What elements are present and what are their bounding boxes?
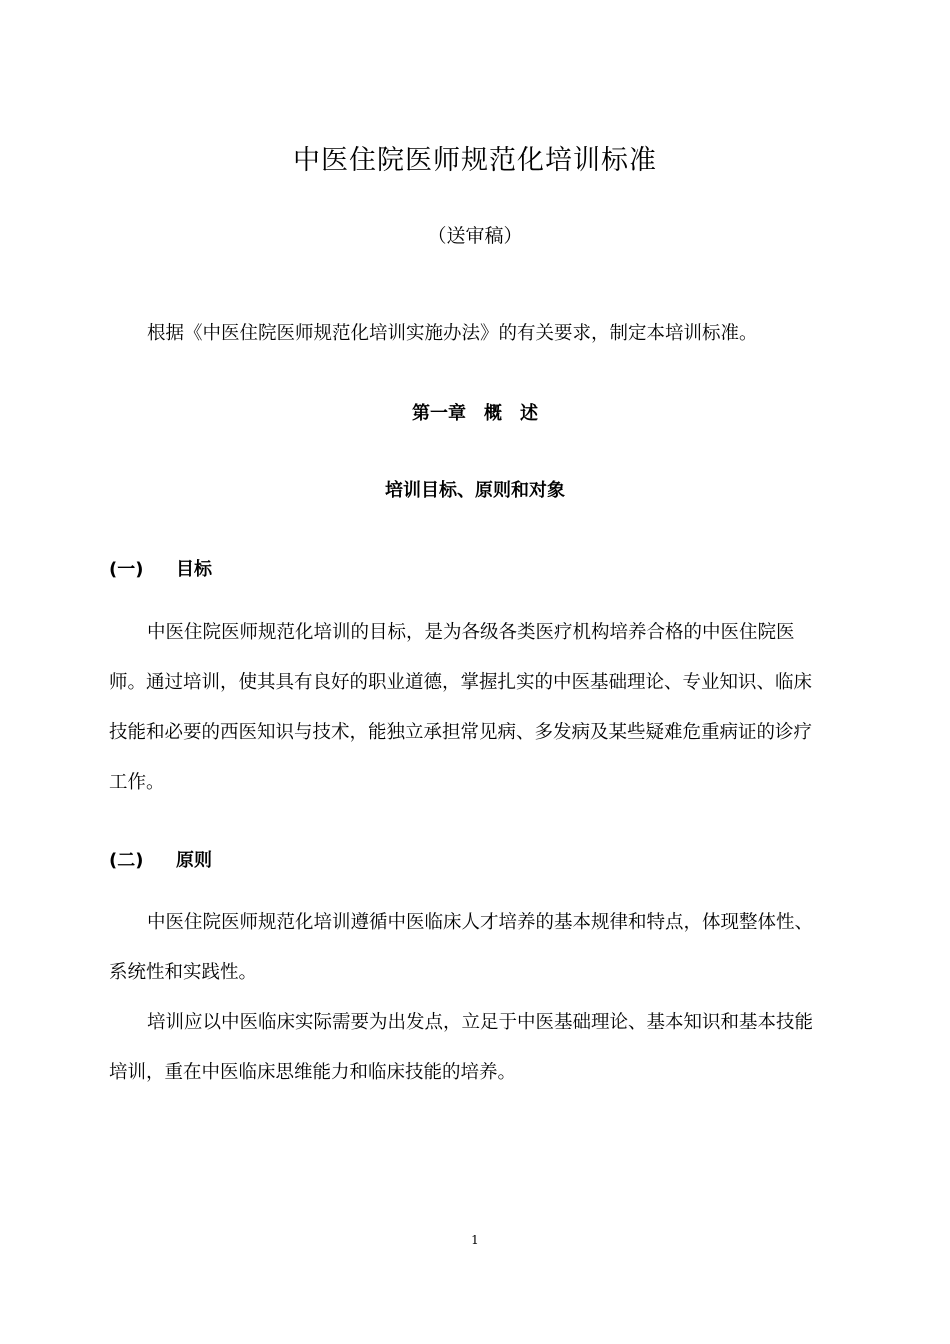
intro-paragraph [109, 309, 834, 359]
section-number: (一) [109, 559, 144, 580]
section-heading-text: 目标 [176, 559, 212, 580]
section-title: 培训目标、原则和对象 [385, 480, 565, 501]
paragraph-line: 培训应以中医临床实际需要为出发点，立足于中医基础理论、基本知识和基本技能 [147, 1012, 814, 1033]
section-number: (二) [109, 850, 144, 871]
paragraph-line: 工作。 [109, 772, 165, 793]
paragraph-line: 中医住院医师规范化培训遵循中医临床人才培养的基本规律和特点，体现整体性、 [147, 912, 814, 933]
chapter-heading [0, 399, 950, 425]
principle-paragraph-2 [109, 998, 834, 1098]
goal-paragraph [109, 608, 834, 808]
chapter-number: 第一章 [412, 403, 466, 424]
section-heading-principle [109, 846, 212, 872]
paragraph-line: 培训，重在中医临床思维能力和临床技能的培养。 [109, 1062, 517, 1083]
paragraph-line: 中医住院医师规范化培训的目标，是为各级各类医疗机构培养合格的中医住院医 [147, 622, 795, 643]
page-number: 1 [471, 1233, 479, 1247]
document-title: 中医住院医师规范化培训标准 [293, 145, 657, 176]
paragraph-line: 师。通过培训，使其具有良好的职业道德，掌握扎实的中医基础理论、专业知识、临床 [109, 672, 813, 693]
section-heading-text: 原则 [176, 850, 212, 871]
chapter-name-1: 概 [484, 403, 502, 424]
paragraph-line: 技能和必要的西医知识与技术，能独立承担常见病、多发病及某些疑难危重病证的诊疗 [109, 722, 813, 743]
paragraph-line: 系统性和实践性。 [109, 962, 258, 983]
section-heading-goal [109, 555, 212, 581]
principle-paragraph-1 [109, 898, 834, 998]
chapter-name-2: 述 [520, 403, 538, 424]
intro-text: 根据《中医住院医师规范化培训实施办法》的有关要求，制定本培训标准。 [147, 323, 758, 344]
document-subtitle: （送审稿） [427, 225, 523, 247]
